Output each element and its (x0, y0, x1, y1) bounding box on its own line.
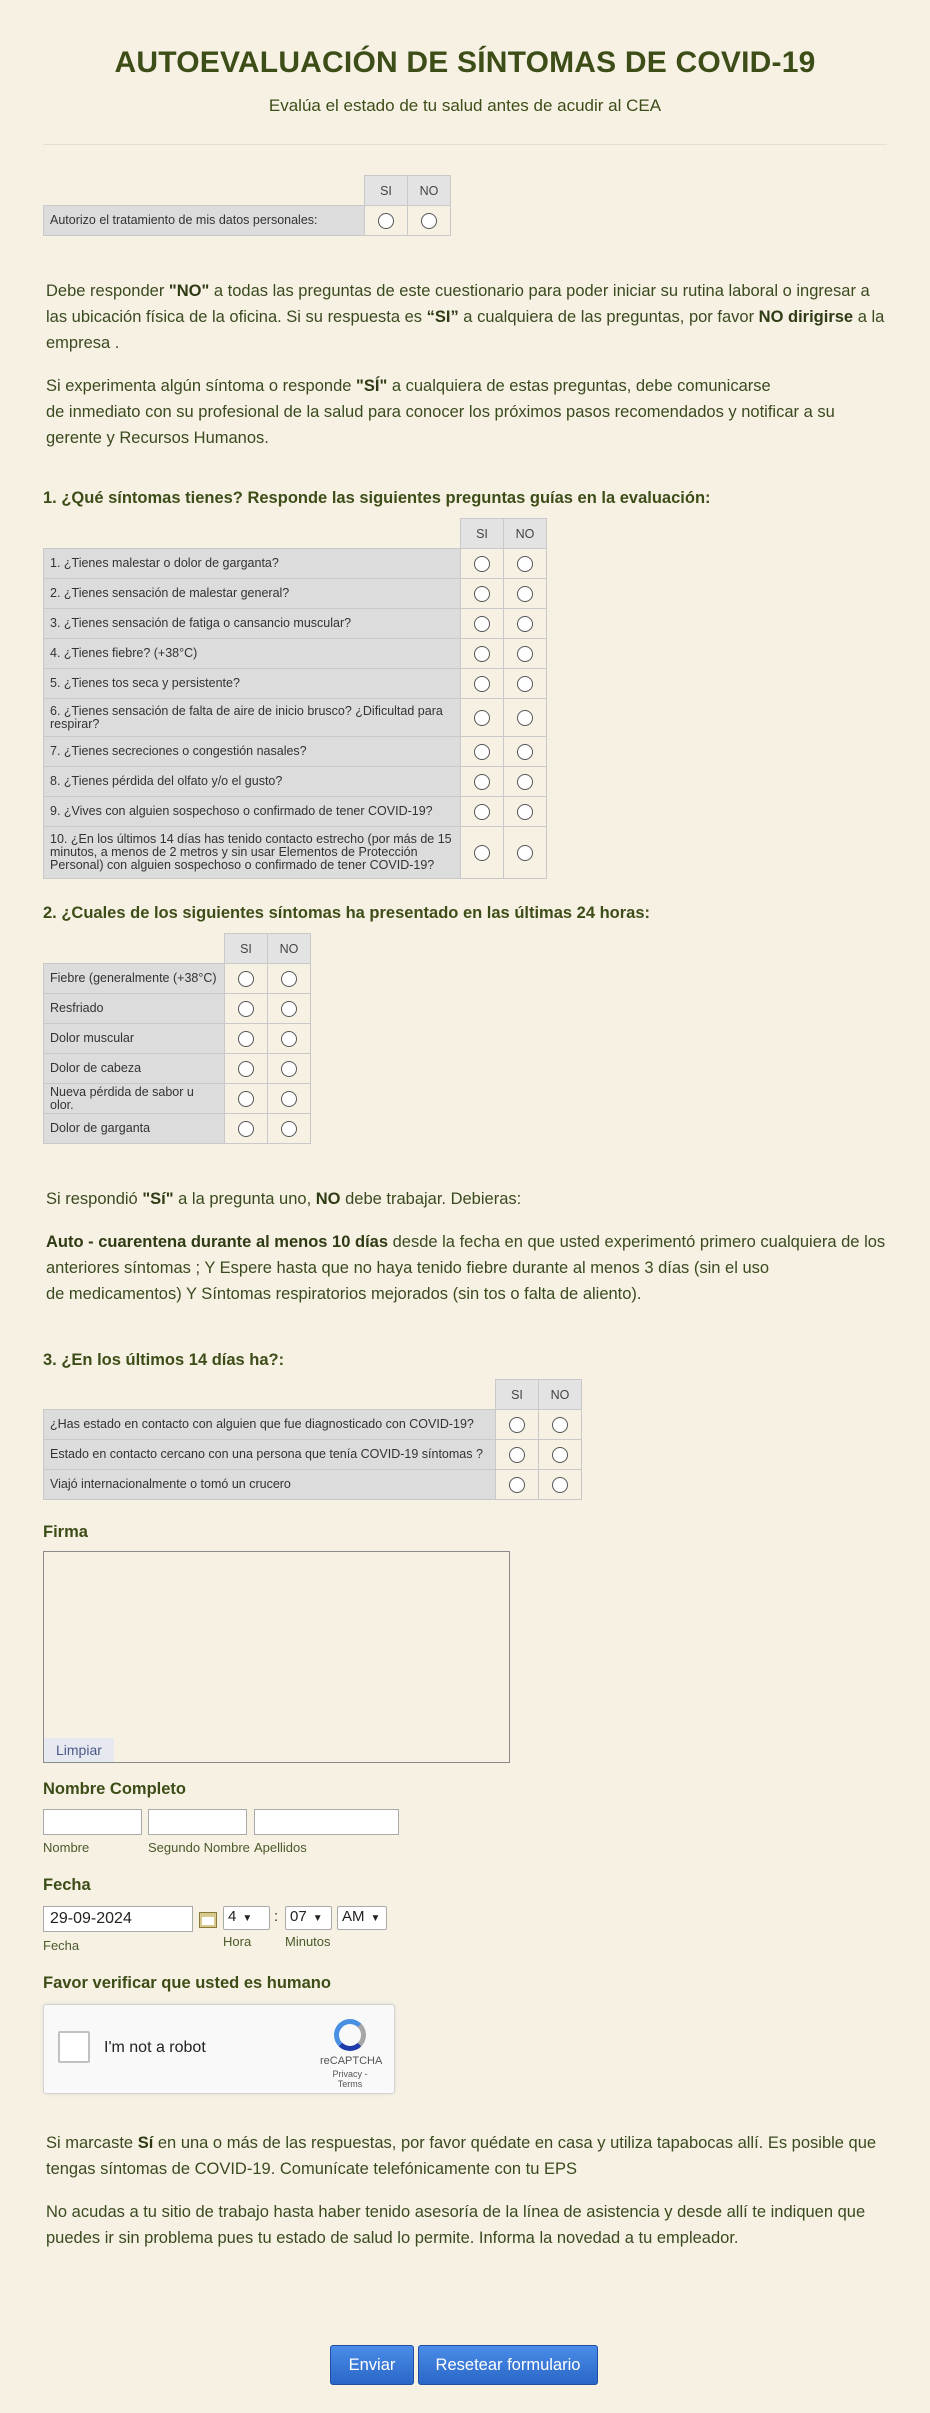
chevron-down-icon: ▼ (312, 1913, 323, 1924)
answer-si-radio[interactable] (509, 1477, 525, 1493)
question-label: 1. ¿Tienes malestar o dolor de garganta? (44, 549, 461, 579)
answer-si-radio[interactable] (238, 1091, 254, 1107)
question-label: 5. ¿Tienes tos seca y persistente? (44, 669, 461, 699)
question-row (44, 1054, 311, 1084)
answer-si-radio[interactable] (474, 616, 490, 632)
signature-label: Firma (43, 1523, 88, 1541)
section1-title: 1. ¿Qué síntomas tienes? Responde las siguientes preguntas guías en la evaluación: (43, 489, 711, 507)
hour-caption: Hora (223, 1934, 252, 1949)
consent-question: Autorizo el tratamiento de mis datos personales: (44, 206, 365, 236)
name-label: Nombre Completo (43, 1780, 187, 1798)
question-label: ¿Has estado en contacto con alguien que fue diagnosticado con COVID-19? (44, 1410, 496, 1440)
col-si: SI (461, 519, 504, 549)
question-row (44, 767, 547, 797)
question-label: 8. ¿Tienes pérdida del olfato y/o el gusto? (44, 767, 461, 797)
recaptcha-checkbox[interactable] (58, 2031, 90, 2063)
intro-paragraph-1: Debe responder "NO" a todas las preguntas de este cuestionario para poder iniciar su rutina laboral o ingresar a las ubicación física de la oficina. Si su respuesta es “SI” a cualquiera de las preguntas, por favor NO dirigirse a la empresa . (46, 282, 885, 352)
terms-link[interactable]: Terms (337, 2079, 363, 2089)
question-label: 9. ¿Vives con alguien sospechoso o confirmado de tener COVID-19? (44, 797, 461, 827)
page-subtitle: Evalúa el estado de tu salud antes de acudir al CEA (268, 96, 662, 115)
recaptcha-widget (43, 2004, 395, 2094)
question-row (44, 1470, 582, 1500)
answer-si-radio[interactable] (474, 646, 490, 662)
answer-si-radio[interactable] (238, 1031, 254, 1047)
answer-no-radio[interactable] (517, 646, 533, 662)
col-no: NO (504, 519, 547, 549)
chevron-down-icon: ▼ (242, 1913, 253, 1924)
middle-name-input[interactable] (148, 1809, 247, 1835)
question-label: Dolor de cabeza (44, 1054, 225, 1084)
answer-no-radio[interactable] (517, 556, 533, 572)
question-row (44, 827, 547, 879)
question-row (44, 699, 547, 737)
question-label: Resfriado (44, 994, 225, 1024)
closing-paragraph-2: No acudas a tu sitio de trabajo hasta haber tenido asesoría de la línea de asistencia y desde allí te indiquen que puedes ir sin problema pues tu estado de salud lo permite. Informa la novedad a tu empleador. (46, 2203, 866, 2247)
page-title: AUTOEVALUACIÓN DE SÍNTOMAS DE COVID-19 (114, 46, 816, 79)
question-row (44, 994, 311, 1024)
answer-si-radio[interactable] (474, 804, 490, 820)
answer-si-radio[interactable] (238, 1001, 254, 1017)
col-si: SI (225, 934, 268, 964)
intro-paragraph-2: Si experimenta algún síntoma o responde "SÍ" a cualquiera de estas preguntas, debe comunicarse de inmediato con su profesional de la salud para conocer los próximos pasos recomendados y notificar a su gerente y Recursos Humanos. (46, 377, 835, 447)
col-no: NO (539, 1380, 582, 1410)
middle-paragraph-1: Si respondió "Sí" a la pregunta uno, NO debe trabajar. Debieras: (46, 1190, 522, 1208)
answer-no-radio[interactable] (552, 1477, 568, 1493)
question-row (44, 797, 547, 827)
question-label: 6. ¿Tienes sensación de falta de aire de inicio brusco? ¿Dificultad para respirar? (44, 699, 461, 737)
section3-table (43, 1379, 582, 1500)
recaptcha-icon (334, 2019, 366, 2051)
answer-si-radio[interactable] (474, 676, 490, 692)
recaptcha-text: I'm not a robot (104, 2039, 206, 2056)
minute-caption: Minutos (285, 1934, 331, 1949)
recaptcha-brand: reCAPTCHA (320, 2055, 383, 2067)
question-label: Viajó internacionalmente o tomó un crucero (44, 1470, 496, 1500)
answer-si-radio[interactable] (474, 586, 490, 602)
question-label: 10. ¿En los últimos 14 días has tenido contacto estrecho (por más de 15 minutos, a menos de 2 metros y sin usar Elementos de Protección Personal) con alguien sospechoso o confirmado de tener COVID-19? (44, 827, 461, 879)
time-separator: : (274, 1908, 279, 1925)
question-label: Dolor de garganta (44, 1114, 225, 1144)
date-input[interactable] (43, 1906, 193, 1932)
question-row (44, 737, 547, 767)
hour-select[interactable]: 4 ▼ (223, 1906, 270, 1930)
answer-no-radio[interactable] (517, 845, 533, 861)
answer-si-radio[interactable] (509, 1417, 525, 1433)
answer-si-radio[interactable] (238, 971, 254, 987)
answer-no-radio[interactable] (517, 774, 533, 790)
answer-si-radio[interactable] (474, 556, 490, 572)
middle-paragraph-2: Auto - cuarentena durante al menos 10 días desde la fecha en que usted experimentó primero cualquiera de los anteriores síntomas ; Y Espere hasta que no haya tenido fiebre durante al menos 3 días (sin el uso de medicamentos) Y Síntomas respiratorios mejorados (sin tos o falta de aliento). (46, 1233, 886, 1303)
captcha-label: Favor verificar que usted es humano (43, 1974, 331, 1992)
answer-no-radio[interactable] (517, 586, 533, 602)
privacy-link[interactable]: Privacy (332, 2069, 362, 2079)
answer-si-radio[interactable] (474, 845, 490, 861)
section2-title: 2. ¿Cuales de los siguientes síntomas ha presentado en las últimas 24 horas: (43, 904, 651, 922)
question-label: 7. ¿Tienes secreciones o congestión nasales? (44, 737, 461, 767)
answer-si-radio[interactable] (474, 744, 490, 760)
question-label: Estado en contacto cercano con una persona que tenía COVID-19 síntomas ? (44, 1440, 496, 1470)
question-label: 3. ¿Tienes sensación de fatiga o cansancio muscular? (44, 609, 461, 639)
question-row (44, 1440, 582, 1470)
ampm-select[interactable]: AM ▼ (337, 1906, 387, 1930)
question-label: Nueva pérdida de sabor u olor. (44, 1084, 225, 1114)
answer-no-radio[interactable] (517, 676, 533, 692)
col-si: SI (365, 176, 408, 206)
answer-no-radio[interactable] (281, 1091, 297, 1107)
question-row (44, 1114, 311, 1144)
clear-signature-button[interactable]: Limpiar (44, 1738, 114, 1762)
question-row (44, 639, 547, 669)
signature-pad[interactable] (43, 1551, 510, 1763)
answer-no-radio[interactable] (281, 971, 297, 987)
consent-si-radio[interactable] (378, 213, 394, 229)
question-label: Dolor muscular (44, 1024, 225, 1054)
col-no: NO (408, 176, 451, 206)
question-label: Fiebre (generalmente (+38°C) (44, 964, 225, 994)
question-label: 2. ¿Tienes sensación de malestar general? (44, 579, 461, 609)
answer-no-radio[interactable] (281, 1121, 297, 1137)
question-row (44, 1024, 311, 1054)
recaptcha-logo (320, 2019, 383, 2089)
col-si: SI (496, 1380, 539, 1410)
first-name-input[interactable] (43, 1809, 142, 1835)
form-header (0, 0, 930, 116)
answer-no-radio[interactable] (552, 1447, 568, 1463)
answer-no-radio[interactable] (517, 710, 533, 726)
section3-title: 3. ¿En los últimos 14 días ha?: (43, 1351, 285, 1369)
first-name-caption: Nombre (43, 1840, 90, 1855)
date-caption: Fecha (43, 1938, 80, 1953)
closing-paragraph-1: Si marcaste Sí en una o más de las respuestas, por favor quédate en casa y utiliza tapabocas allí. Es posible que tengas síntomas de COVID-19. Comunícate telefónicamente con tu EPS (46, 2134, 877, 2178)
chevron-down-icon: ▼ (370, 1913, 381, 1924)
recaptcha-links: Privacy - Terms (332, 2069, 368, 2089)
answer-si-radio[interactable] (238, 1061, 254, 1077)
question-label: 4. ¿Tienes fiebre? (+38°C) (44, 639, 461, 669)
question-row (44, 1084, 311, 1114)
answer-no-radio[interactable] (517, 616, 533, 632)
last-name-caption: Apellidos (254, 1840, 307, 1855)
section2-table (43, 933, 311, 1144)
answer-si-radio[interactable] (474, 710, 490, 726)
answer-no-radio[interactable] (517, 744, 533, 760)
answer-si-radio[interactable] (474, 774, 490, 790)
answer-si-radio[interactable] (509, 1447, 525, 1463)
header-divider (43, 144, 887, 145)
answer-si-radio[interactable] (238, 1121, 254, 1137)
minute-select[interactable]: 07 ▼ (285, 1906, 332, 1930)
question-row (44, 549, 547, 579)
reset-button[interactable]: Resetear formulario (418, 2345, 598, 2385)
question-row (44, 579, 547, 609)
question-row (44, 609, 547, 639)
answer-no-radio[interactable] (281, 1061, 297, 1077)
question-row (44, 964, 311, 994)
question-row (44, 1410, 582, 1440)
answer-no-radio[interactable] (281, 1031, 297, 1047)
calendar-icon[interactable] (199, 1912, 217, 1928)
answer-no-radio[interactable] (552, 1417, 568, 1433)
submit-button[interactable]: Enviar (330, 2345, 414, 2385)
col-no: NO (268, 934, 311, 964)
consent-no-radio[interactable] (421, 213, 437, 229)
consent-table (43, 175, 451, 236)
middle-name-caption: Segundo Nombre (148, 1840, 250, 1855)
question-row (44, 669, 547, 699)
section1-table (43, 518, 547, 879)
answer-no-radio[interactable] (281, 1001, 297, 1017)
date-label: Fecha (43, 1876, 91, 1894)
last-name-input[interactable] (254, 1809, 399, 1835)
answer-no-radio[interactable] (517, 804, 533, 820)
